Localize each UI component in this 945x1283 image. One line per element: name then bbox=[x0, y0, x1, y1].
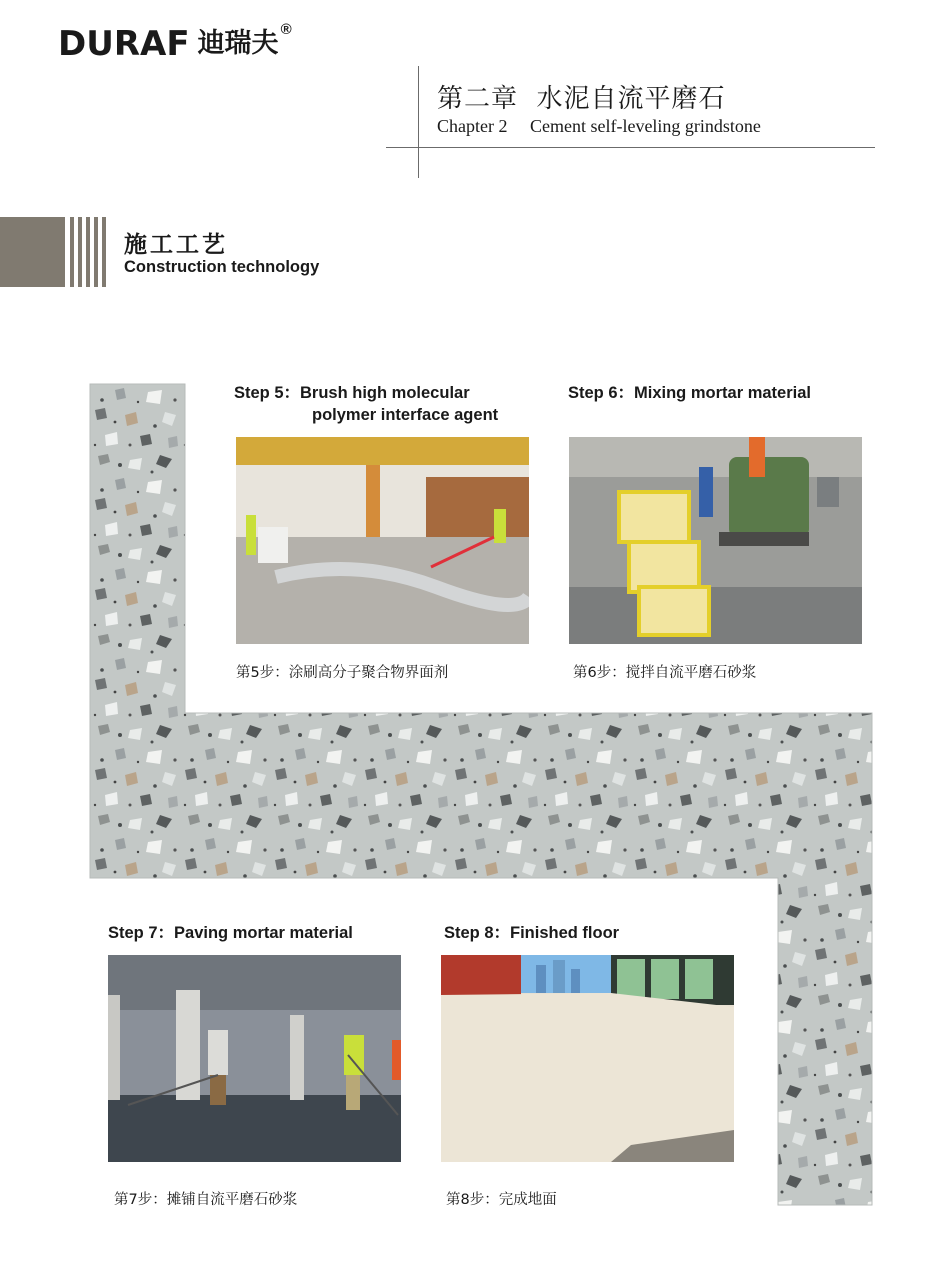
chapter-vertical-divider bbox=[418, 66, 419, 178]
step7-caption: 第7步：摊铺自流平磨石砂浆 bbox=[114, 1192, 298, 1208]
step6-caption: 第6步：搅拌自流平磨石砂浆 bbox=[573, 665, 757, 681]
step5-photo bbox=[236, 437, 529, 644]
step5-title-line2: polymer interface agent bbox=[312, 406, 499, 424]
step5-title-line1: Step 5：Brush high molecular bbox=[234, 384, 470, 402]
step7-photo bbox=[108, 955, 401, 1162]
brand-latin: DURAF bbox=[58, 24, 190, 64]
step5-caption: 第5步：涂刷高分子聚合物界面剂 bbox=[236, 665, 449, 681]
section-marker-block bbox=[0, 217, 65, 287]
brand-logo bbox=[58, 20, 292, 64]
section-title-cn: 施工工艺 bbox=[124, 232, 228, 258]
step6-photo bbox=[569, 437, 862, 644]
chapter-title-cn: 第二章 水泥自流平磨石 bbox=[437, 84, 726, 114]
registered-mark: ® bbox=[280, 21, 292, 38]
step6-title: Step 6：Mixing mortar material bbox=[568, 384, 811, 402]
brand-chinese: 迪瑞夫 bbox=[197, 28, 279, 59]
chapter-title-en: Chapter 2 Cement self-leveling grindstone bbox=[437, 116, 761, 136]
section-title-en: Construction technology bbox=[124, 258, 320, 276]
step8-caption: 第8步：完成地面 bbox=[446, 1192, 557, 1208]
step8-photo bbox=[441, 955, 734, 1162]
step7-title: Step 7：Paving mortar material bbox=[108, 924, 353, 942]
chapter-horizontal-divider bbox=[386, 147, 875, 148]
section-marker-stripes bbox=[70, 217, 106, 287]
step8-title: Step 8：Finished floor bbox=[444, 924, 620, 942]
